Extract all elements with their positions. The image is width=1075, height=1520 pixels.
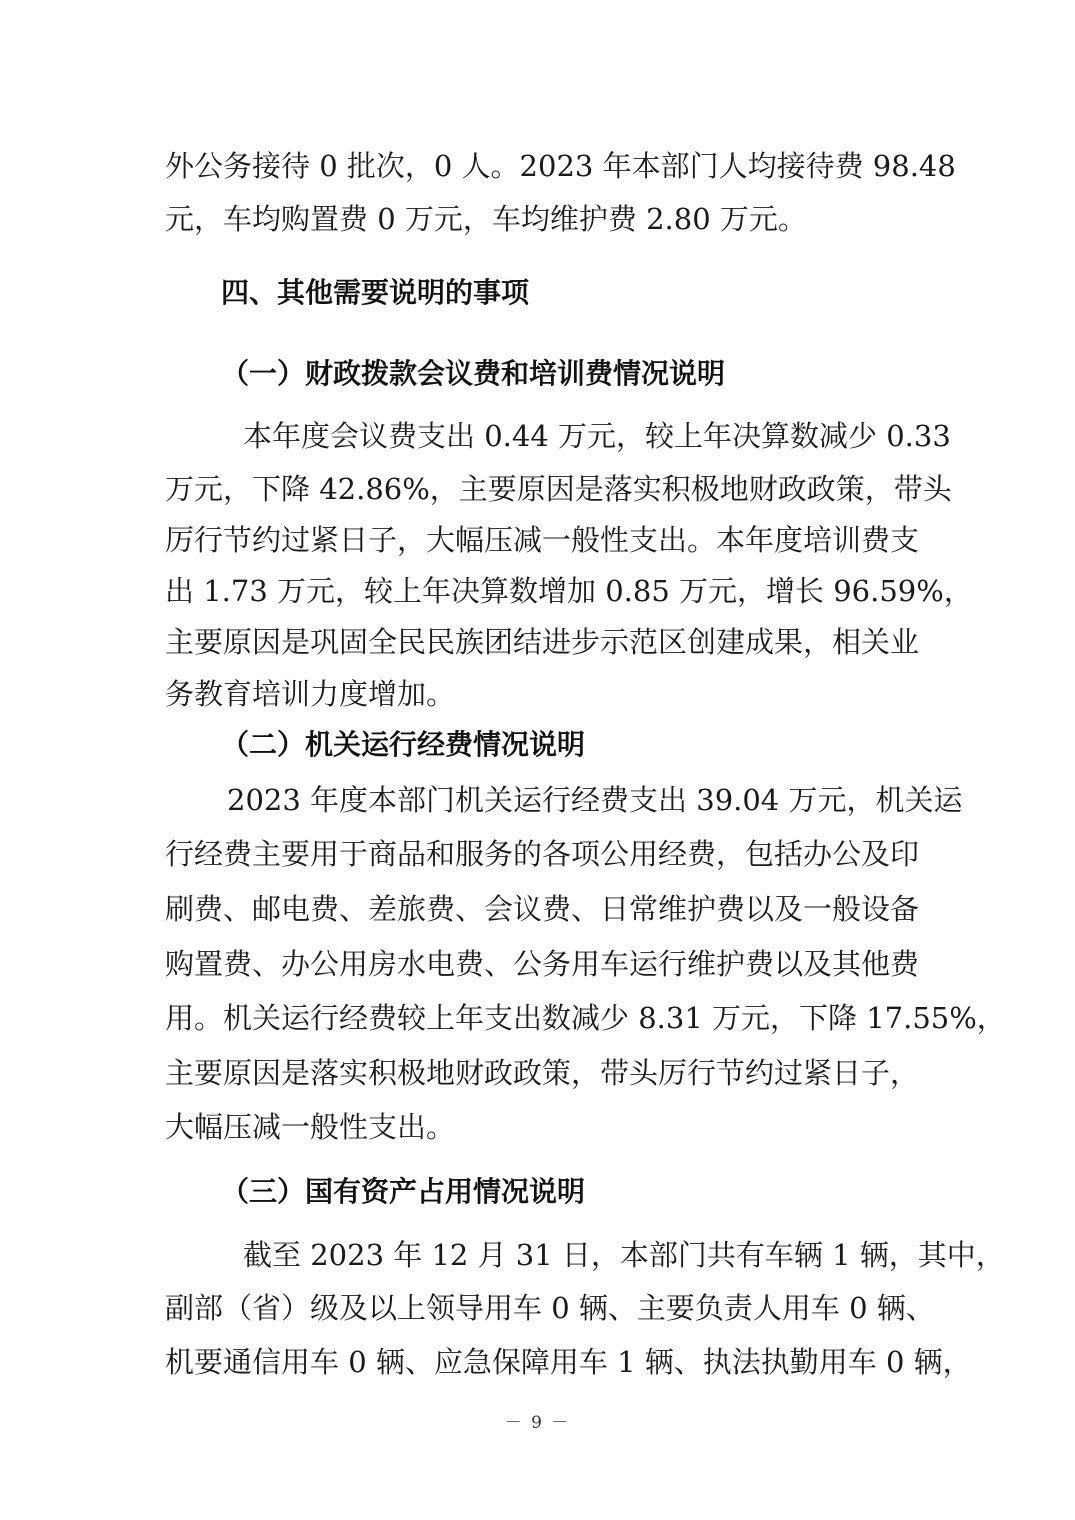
paragraph-line: 主要原因是巩固全民民族团结进步示范区创建成果，相关业 (165, 625, 920, 659)
paragraph-line: 元，车均购置费 0 万元，车均维护费 2.80 万元。 (165, 202, 807, 236)
section-heading: 四、其他需要说明的事项 (221, 276, 530, 309)
paragraph-line: 购置费、办公用房水电费、公务用车运行维护费以及其他费 (165, 947, 920, 981)
paragraph-line: 外公务接待 0 批次，0 人。2023 年本部门人均接待费 98.48 (165, 149, 956, 183)
subsection-heading: （一）财政拨款会议费和培训费情况说明 (221, 357, 726, 390)
paragraph-line: 用。机关运行经费较上年支出数减少 8.31 万元，下降 17.55%， (165, 1001, 1006, 1035)
paragraph-line: 副部（省）级及以上领导用车 0 辆、主要负责人用车 0 辆、 (165, 1291, 935, 1325)
page-number: － 9 － (504, 1413, 571, 1433)
paragraph-line: 出 1.73 万元，较上年决算数增加 0.85 万元，增长 96.59%， (165, 574, 973, 608)
subsection-heading: （三）国有资产占用情况说明 (221, 1175, 586, 1208)
paragraph-line: 机要通信用车 0 辆、应急保障用车 1 辆、执法执勤用车 0 辆， (165, 1345, 972, 1379)
subsection-heading: （二）机关运行经费情况说明 (221, 728, 586, 761)
paragraph-line: 本年度会议费支出 0.44 万元，较上年决算数减少 0.33 (243, 419, 951, 453)
paragraph-line: 刷费、邮电费、差旅费、会议费、日常维护费以及一般设备 (165, 892, 920, 926)
paragraph-line: 大幅压减一般性支出。 (165, 1110, 456, 1144)
paragraph-line: 万元，下降 42.86%，主要原因是落实积极地财政政策，带头 (165, 472, 952, 506)
paragraph-line: 截至 2023 年 12 月 31 日，本部门共有车辆 1 辆，其中， (243, 1238, 1005, 1272)
paragraph-line: 2023 年度本部门机关运行经费支出 39.04 万元，机关运 (227, 783, 963, 817)
paragraph-line: 厉行节约过紧日子，大幅压减一般性支出。本年度培训费支 (165, 523, 920, 557)
paragraph-line: 行经费主要用于商品和服务的各项公用经费，包括办公及印 (165, 837, 920, 871)
paragraph-line: 主要原因是落实积极地财政政策，带头厉行节约过紧日子， (165, 1056, 920, 1090)
paragraph-line: 务教育培训力度增加。 (165, 677, 456, 711)
